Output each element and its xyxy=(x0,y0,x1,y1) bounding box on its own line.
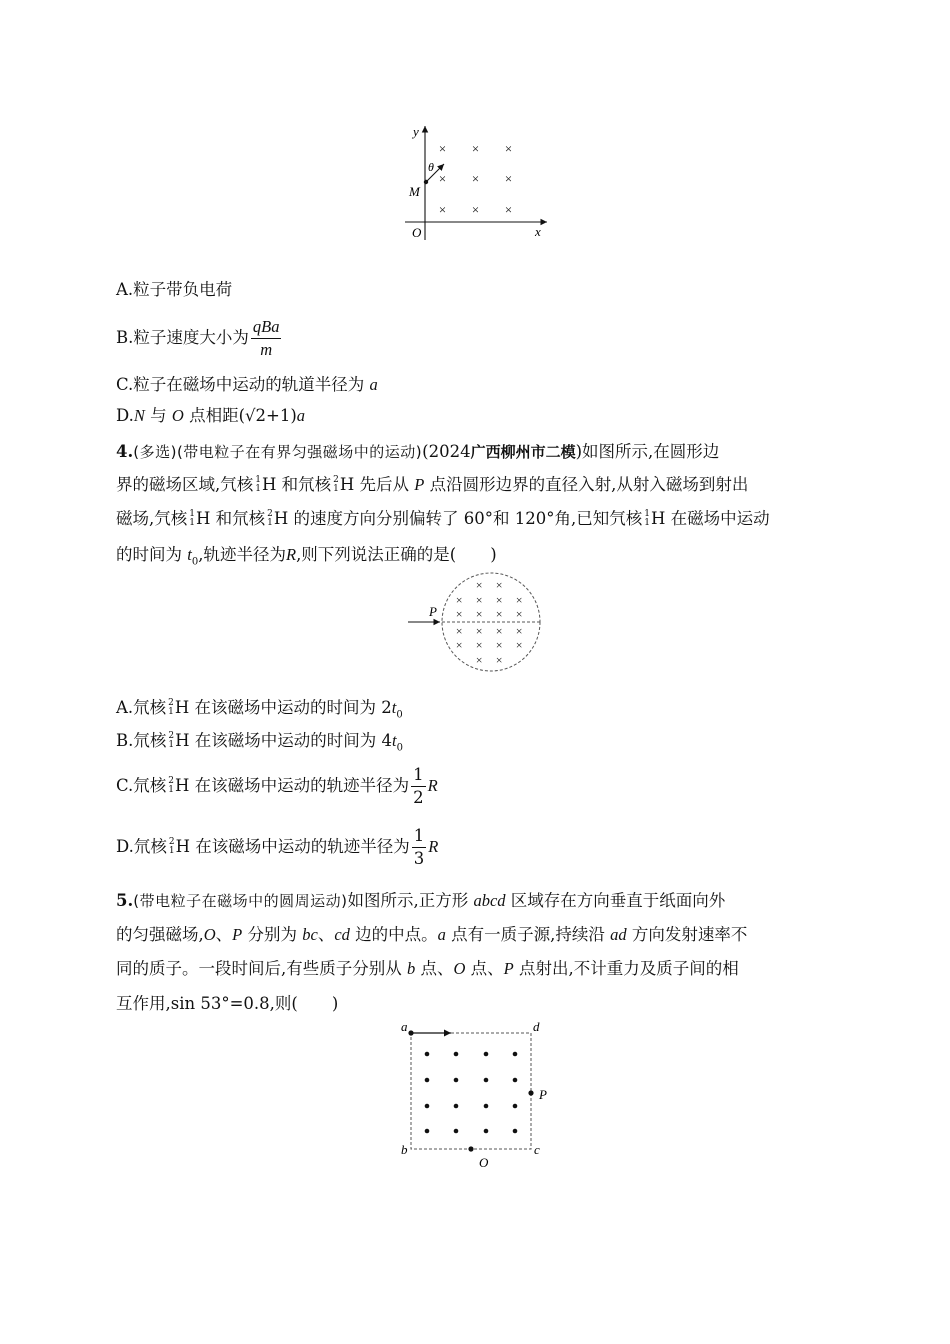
label-d: d xyxy=(533,1019,540,1034)
field-x: × xyxy=(495,653,504,667)
label-b: b xyxy=(401,1142,408,1157)
point-o xyxy=(468,1146,473,1151)
q4-stem-line2: 界的磁场区域,氕核 1 1 H 和氘核 2 1 H 先后从 P 点沿圆形边界的直径入射,从射入磁场到射出 xyxy=(116,474,749,494)
field-x: × xyxy=(438,202,447,217)
field-x: × xyxy=(455,638,464,652)
label-a: a xyxy=(401,1019,408,1034)
figure-circular-field xyxy=(402,572,547,675)
proton-source xyxy=(408,1030,413,1035)
field-x: × xyxy=(495,624,504,638)
q4-stem-line1: 4.(多选)(带电粒子在有界匀强磁场中的运动)(2024广西柳州市二模)如图所示,在圆形边 xyxy=(116,442,720,461)
theta-label: θ xyxy=(428,160,434,174)
q5-stem-line1: 5.(带电粒子在磁场中的圆周运动)如图所示,正方形 abcd 区域存在方向垂直于纸面向外 xyxy=(116,891,726,910)
y-label: y xyxy=(413,124,419,139)
label-o: O xyxy=(479,1155,489,1170)
label-c: c xyxy=(534,1142,540,1157)
field-x: × xyxy=(495,593,504,607)
point-m-label: M xyxy=(409,184,420,199)
origin-label: O xyxy=(412,225,422,240)
label-p: P xyxy=(539,1087,547,1102)
field-x: × xyxy=(455,593,464,607)
field-x: × xyxy=(438,171,447,186)
field-x: × xyxy=(495,607,504,621)
field-x: × xyxy=(438,141,447,156)
field-x: × xyxy=(495,578,504,592)
field-x: × xyxy=(515,638,524,652)
fraction: $\frac{1}{2}$ xyxy=(413,765,424,807)
q3-option-b: B.粒子速度大小为 $\frac{\text{qBa}}{m}$ xyxy=(116,317,280,359)
q4-stem-line4: 的时间为 $t_0$,轨迹半径为R,则下列说法正确的是( ) xyxy=(116,545,497,568)
figure-coordinate-field xyxy=(395,120,560,245)
field-x: × xyxy=(475,624,484,638)
point-p xyxy=(528,1090,533,1095)
field-x: × xyxy=(504,202,513,217)
field-x: × xyxy=(475,607,484,621)
field-x: × xyxy=(504,171,513,186)
field-x: × xyxy=(475,653,484,667)
q3-option-c: C.粒子在磁场中运动的轨道半径为 a xyxy=(116,375,378,394)
field-x: × xyxy=(515,624,524,638)
field-x: × xyxy=(471,202,480,217)
q4-stem-line3: 磁场,氕核 1 1 H 和氘核 2 1 H 的速度方向分别偏转了 60°和 120°角,已知氕核 1 1 H 在磁场中运动 xyxy=(116,508,770,528)
x-label: x xyxy=(535,224,541,239)
field-x: × xyxy=(471,171,480,186)
q5-stem-line2: 的匀强磁场,O、P 分别为 bc、cd 边的中点。a 点有一质子源,持续沿 ad 方向发射速率不 xyxy=(116,925,748,944)
field-x: × xyxy=(475,593,484,607)
field-boundary-circle xyxy=(442,573,540,671)
fraction: $\frac{\text{qBa}}{m}$ xyxy=(252,317,280,359)
field-x: × xyxy=(515,607,524,621)
field-x: × xyxy=(515,593,524,607)
q3-option-a: A.粒子带负电荷 xyxy=(116,280,233,299)
q4-option-c: C.氘核 2 1 H 在该磁场中运动的轨迹半径为 $\frac{1}{2}$ R xyxy=(116,765,438,807)
field-x: × xyxy=(471,141,480,156)
fraction: $\frac{1}{3}$ xyxy=(413,826,425,868)
q4-option-b: B.氘核 2 1 H 在该磁场中运动的时间为 $4t_0$ xyxy=(116,730,403,754)
field-x: × xyxy=(455,624,464,638)
q5-stem-line4: 互作用,sin 53°=0.8,则( ) xyxy=(116,994,339,1013)
field-x: × xyxy=(455,607,464,621)
field-dots xyxy=(425,1052,518,1134)
field-x: × xyxy=(475,578,484,592)
figure-square-field xyxy=(395,1015,555,1175)
q4-option-d: D.氘核 2 1 H 在该磁场中运动的轨迹半径为 $\frac{1}{3}$ R xyxy=(116,826,439,868)
point-p-label: P xyxy=(429,604,437,619)
field-x: × xyxy=(475,638,484,652)
q3-option-d: D.N 与 O 点相距(√2+1)a xyxy=(116,406,306,425)
q4-option-a: A.氘核 2 1 H 在该磁场中运动的时间为 $2t_0$ xyxy=(116,697,403,721)
field-x: × xyxy=(504,141,513,156)
q5-stem-line3: 同的质子。一段时间后,有些质子分别从 b 点、O 点、P 点射出,不计重力及质子间的相 xyxy=(116,959,739,978)
field-x: × xyxy=(495,638,504,652)
